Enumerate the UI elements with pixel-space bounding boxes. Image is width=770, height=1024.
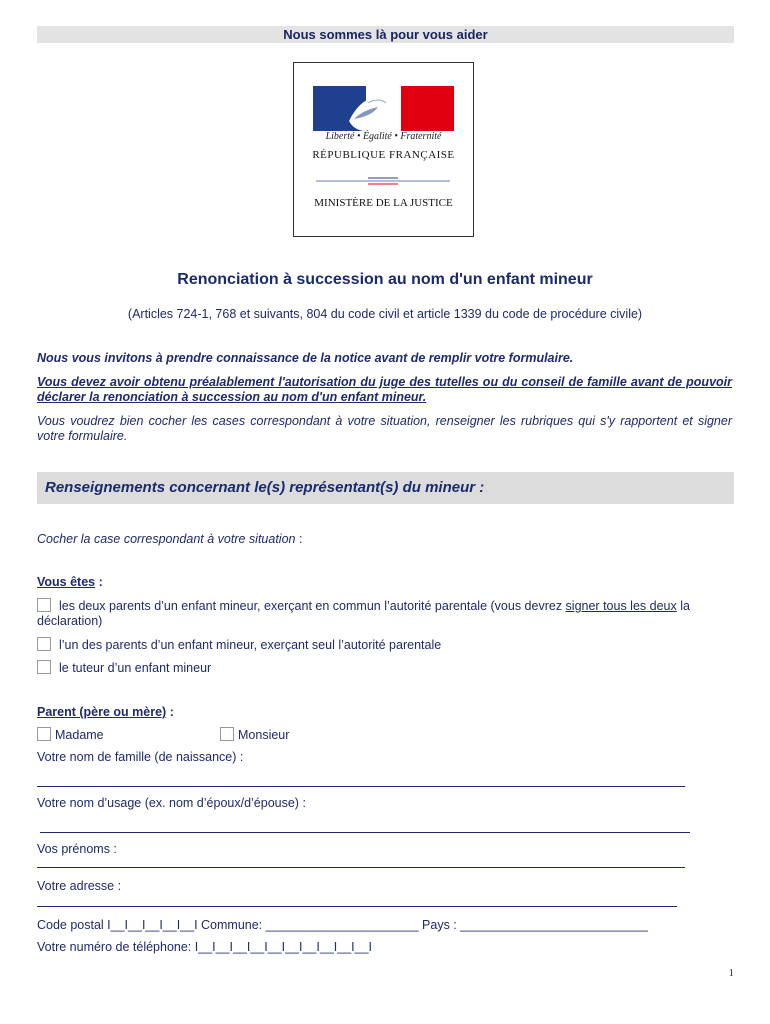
intro-instructions: Vous voudrez bien cocher les cases correspondant à votre situation, renseigner les rubriques qui s'y rapportent et signer votre formulaire. [37,414,732,443]
ministry-name: MINISTÈRE DE LA JUSTICE [314,197,453,209]
telephone-row[interactable]: Votre numéro de téléphone: I__I__I__I__I__I__I__I__I__I__I [37,940,372,954]
option-guardian[interactable] [37,660,211,675]
help-banner: Nous sommes là pour vous aider [37,26,734,43]
option-one-parent[interactable] [37,637,441,652]
option-monsieur[interactable] [220,727,289,742]
page-number: 1 [728,967,734,979]
nom-usage-label: Votre nom d’usage (ex. nom d’époux/d’épouse) : [37,796,306,810]
option-both-parents-after: la déclaration) [37,599,690,628]
option-guardian-text: le tuteur d’un enfant mineur [59,661,212,675]
intro-warning [37,375,732,405]
republic-motto: Liberté • Égalité • Fraternité [325,131,442,142]
prenoms-label: Vos prénoms : [37,842,117,856]
prenoms-field[interactable] [37,867,685,868]
check-instruction [37,532,302,546]
check-instruction-colon: : [295,532,303,546]
section-header-representants: Renseignements concernant le(s) représentant(s) du mineur : [37,472,734,504]
checkbox-one-parent[interactable] [37,637,51,651]
nom-famille-field[interactable] [37,786,685,787]
intro-warning-end: . [422,390,427,404]
adresse-label: Votre adresse : [37,879,122,893]
intro-warning-text: Vous devez avoir obtenu préalablement l'autorisation du juge des tutelles ou du conseil de famille avant de pouvoir déclarer la renonciation à succession au nom d'un enfant mineur [37,375,732,404]
parent-label-colon: : [166,705,174,719]
code-postal-row[interactable]: Code postal I__I__I__I__I__I Commune: ______________________ Pays : ___________________________ [37,918,648,932]
monsieur-label: Monsieur [238,728,290,742]
option-both-parents[interactable] [37,598,727,629]
adresse-field[interactable] [37,906,677,907]
vous-etes-colon: : [95,575,103,589]
parent-heading [37,705,174,719]
nom-usage-field[interactable] [40,832,690,833]
madame-label: Madame [55,728,104,742]
republic-name: RÉPUBLIQUE FRANÇAISE [312,149,455,161]
nom-famille-label: Votre nom de famille (de naissance) : [37,750,244,764]
check-instruction-text: Cocher la case correspondant à votre situation [37,532,296,546]
vous-etes-label: Vous êtes [37,575,96,589]
checkbox-both-parents[interactable] [37,598,51,612]
option-both-parents-text: les deux parents d’un enfant mineur, exerçant en commun l’autorité parentale (vous devrez [59,599,566,613]
legal-articles: (Articles 724-1, 768 et suivants, 804 du code civil et article 1339 du code de procédure civile) [127,307,643,321]
intro-notice: Nous vous invitons à prendre connaissance de la notice avant de remplir votre formulaire. [37,351,574,365]
checkbox-monsieur[interactable] [220,727,234,741]
parent-label: Parent (père ou mère) [37,705,167,719]
signer-tous-les-deux-link: signer tous les deux [565,599,677,613]
vous-etes-heading [37,575,103,589]
option-one-parent-text: l’un des parents d’un enfant mineur, exerçant seul l’autorité parentale [59,638,442,652]
ministry-logo [293,62,474,237]
checkbox-madame[interactable] [37,727,51,741]
option-madame[interactable] [37,727,104,742]
checkbox-guardian[interactable] [37,660,51,674]
document-title: Renonciation à succession au nom d'un enfant mineur [177,271,593,288]
